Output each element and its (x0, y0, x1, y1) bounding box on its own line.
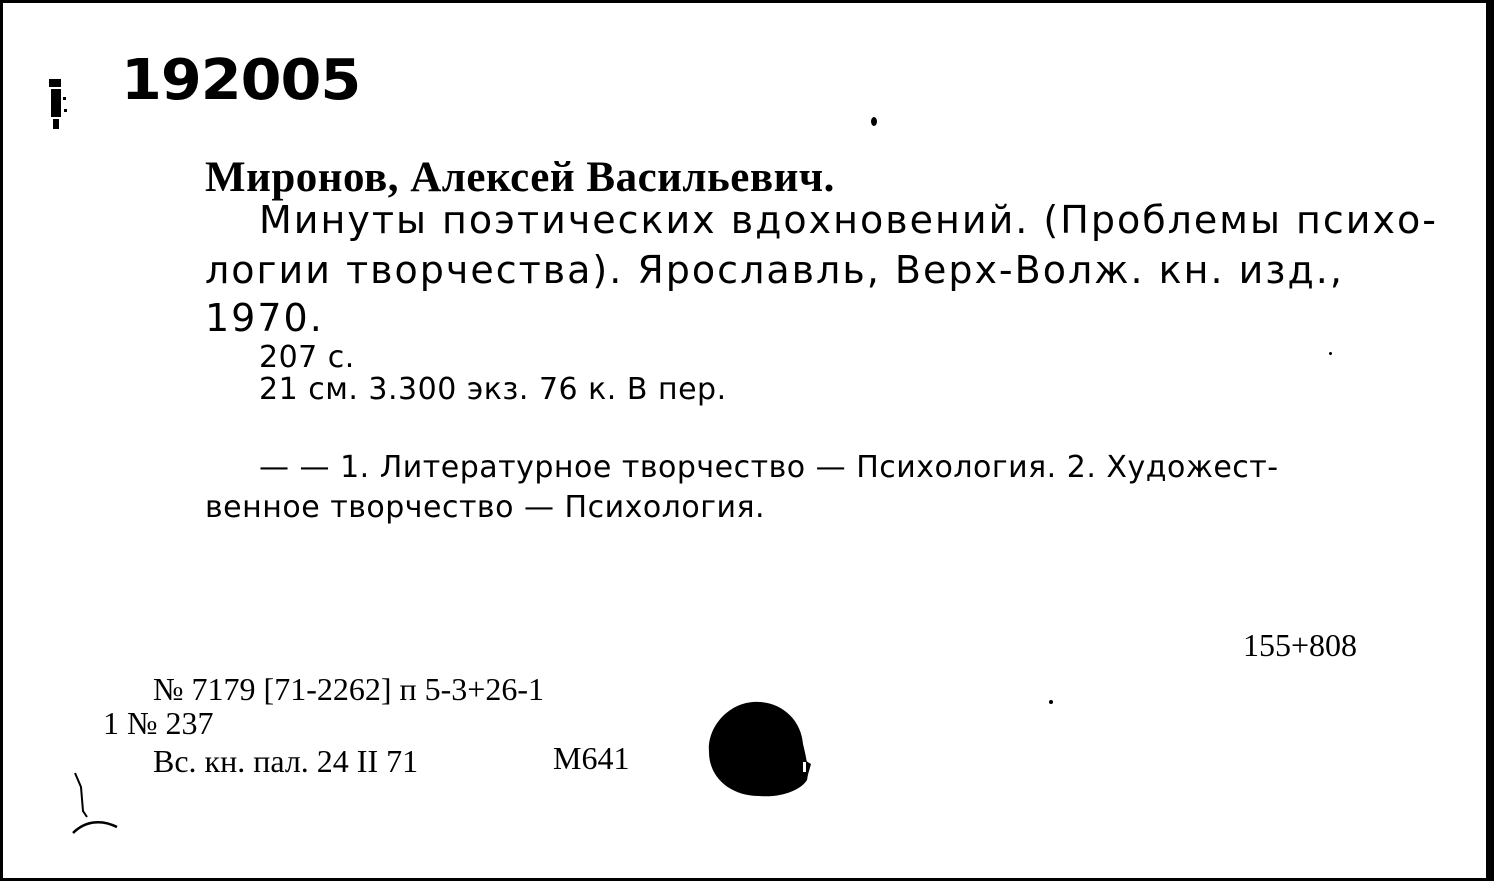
title-line-1: Минуты поэтических вдохновений. (Проблемы психо- (259, 198, 1438, 242)
title-line-3: 1970. (205, 296, 324, 340)
format-price: 21 см. 3.300 экз. 76 к. В пер. (259, 372, 727, 407)
ink-speck (1329, 352, 1332, 355)
ink-speck (871, 117, 877, 126)
order-number: № 7179 [71-2262] п 5-3+26-1 (153, 671, 544, 707)
punch-hole-icon (703, 698, 815, 798)
subject-line-1: — — 1. Литературное творчество — Психология. 2. Художест- (259, 450, 1279, 485)
subject-line-2: венное творчество — Психология. (205, 490, 766, 525)
page-count: 207 с. (259, 340, 355, 375)
classification-index: 155+808 (1243, 627, 1358, 663)
card-code: М641 (553, 740, 630, 776)
copy-number: 1 № 237 (103, 705, 214, 741)
book-chamber-date: Вс. кн. пал. 24 II 71 (153, 743, 419, 779)
ink-speck (1049, 700, 1053, 704)
author-heading: Миронов, Алексей Васильевич. (205, 154, 835, 201)
catalog-number: 192005 (121, 48, 361, 113)
title-line-2: логии творчества). Ярославль, Верх-Волж. кн. изд., (205, 248, 1344, 292)
pen-mark-icon (65, 771, 125, 841)
stamp-mark-icon (45, 75, 71, 135)
